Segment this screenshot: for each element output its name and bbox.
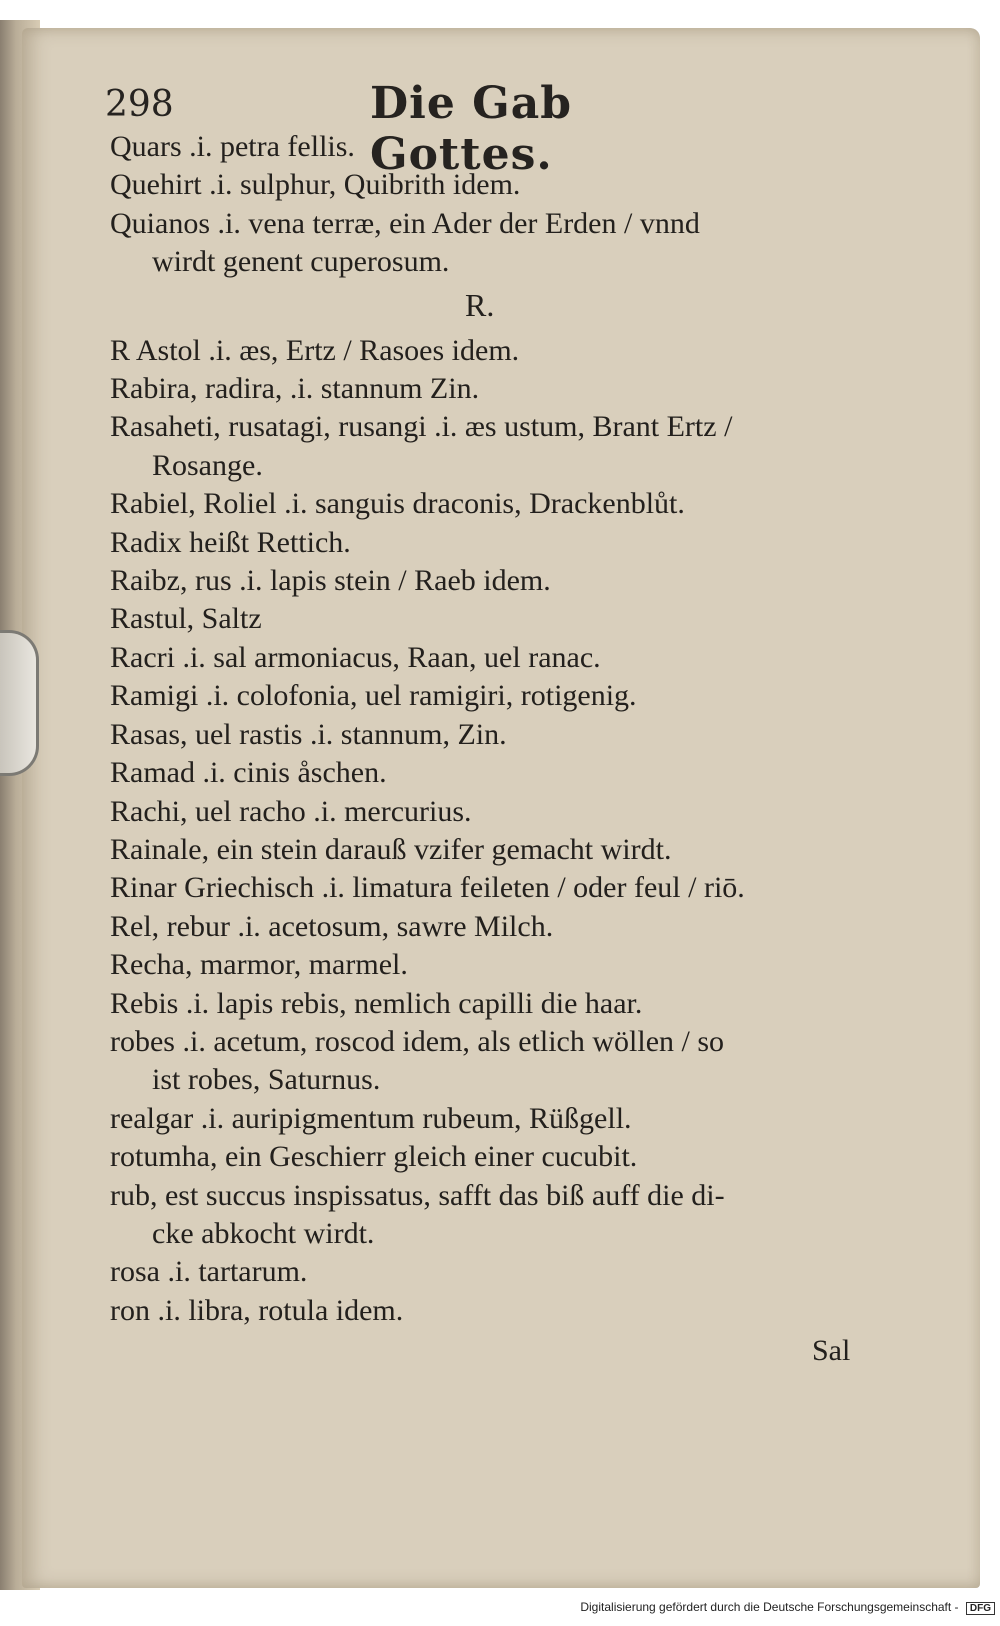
text-line: Rachi, uel racho .i. mercurius. xyxy=(110,794,472,828)
text-line: Quars .i. petra fellis. xyxy=(110,130,355,163)
text-line: robes .i. acetum, roscod idem, als etlich wöllen / so xyxy=(110,1024,725,1058)
text-line: realgar .i. auripigmentum rubeum, Rüßgell. xyxy=(110,1101,632,1135)
text-line: Ramigi .i. colofonia, uel ramigiri, rotigenig. xyxy=(110,679,637,713)
clip-holder-icon xyxy=(0,630,39,776)
section-heading: R. xyxy=(465,286,495,323)
text-line: rotumha, ein Geschierr gleich einer cucubit. xyxy=(110,1140,638,1174)
text-line: Rebis .i. lapis rebis, nemlich capilli die haar. xyxy=(110,986,643,1020)
text-line: rosa .i. tartarum. xyxy=(110,1255,308,1289)
running-title: Die Gab Gottes. xyxy=(370,78,573,180)
text-line: Rabiel, Roliel .i. sanguis draconis, Drackenblůt. xyxy=(110,487,685,521)
text-line: Quianos .i. vena terræ, ein Ader der Erden / vnnd xyxy=(110,206,700,240)
text-line: Recha, marmor, marmel. xyxy=(110,948,408,982)
text-line: wirdt genent cuperosum. xyxy=(152,245,450,279)
text-line: Rainale, ein stein darauß vzifer gemacht wirdt. xyxy=(110,832,672,866)
text-line: Radix heißt Rettich. xyxy=(110,525,351,559)
text-line: Racri .i. sal armoniacus, Raan, uel ranac. xyxy=(110,640,601,674)
glossary-text xyxy=(110,128,890,1330)
dfg-logo-icon: DFG xyxy=(966,1602,995,1615)
text-line: Rosange. xyxy=(152,448,263,482)
text-line: Rasaheti, rusatagi, rusangi .i. æs ustum, Brant Ertz / xyxy=(110,410,733,444)
text-line: ron .i. libra, rotula idem. xyxy=(110,1293,404,1327)
text-line: R Astol .i. æs, Ertz / Rasoes idem. xyxy=(110,333,520,367)
text-line: Ramad .i. cinis åschen. xyxy=(110,756,387,790)
text-line: Rinar Griechisch .i. limatura feileten / oder feul / riō. xyxy=(110,871,745,905)
text-line: Raibz, rus .i. lapis stein / Raeb idem. xyxy=(110,564,551,598)
credit-text: Digitalisierung gefördert durch die Deutsche Forschungsgemeinschaft - xyxy=(580,1600,959,1614)
text-line: Rabira, radira, .i. stannum Zin. xyxy=(110,372,480,406)
catchword: Sal xyxy=(812,1334,851,1367)
text-line: ist robes, Saturnus. xyxy=(152,1063,381,1097)
text-line: cke abkocht wirdt. xyxy=(152,1216,375,1250)
text-line: Rel, rebur .i. acetosum, sawre Milch. xyxy=(110,909,554,943)
text-line: Quehirt .i. sulphur, Quibrith idem. xyxy=(110,168,521,202)
text-line: Rasas, uel rastis .i. stannum, Zin. xyxy=(110,717,507,751)
folio-number: 298 xyxy=(105,84,174,125)
text-line: rub, est succus inspissatus, safft das biß auff die di- xyxy=(110,1178,725,1212)
text-line: Rastul, Saltz xyxy=(110,602,262,636)
digitization-credit xyxy=(580,1600,995,1615)
